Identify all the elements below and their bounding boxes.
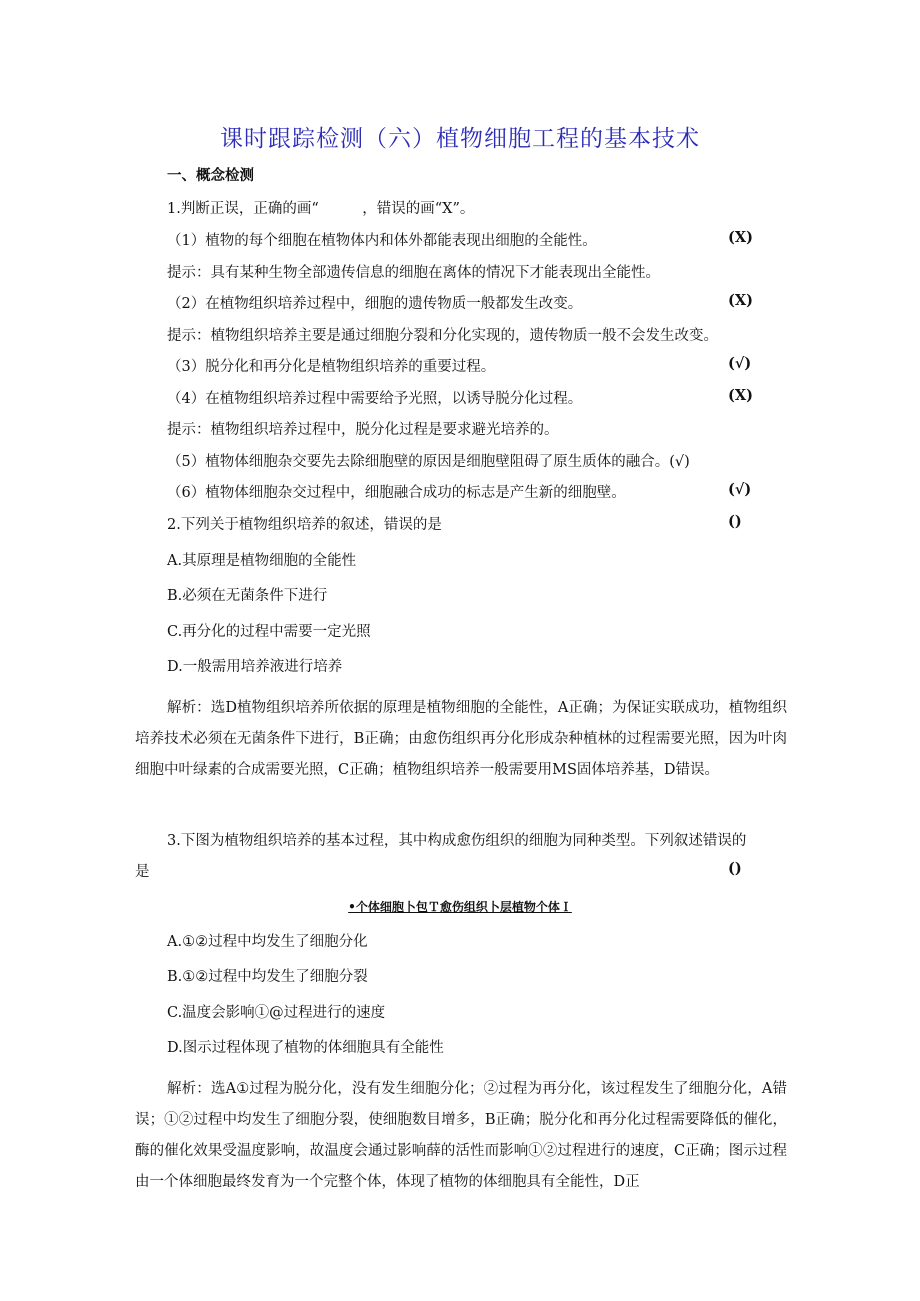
q1-item-1-mark: (X) <box>728 229 753 246</box>
q2-option-d: D.一般需用培养液进行培养 <box>167 659 343 675</box>
q2-option-c: C.再分化的过程中需要一定光照 <box>167 624 371 640</box>
q3-option-a: A.①②过程中均发生了细胞分化 <box>167 934 368 950</box>
q2-bracket: () <box>728 513 742 530</box>
q1-item-2: （2）在植物组织培养过程中，细胞的遗传物质一般都发生改变。 <box>167 296 583 312</box>
q2-option-a: A.其原理是植物细胞的全能性 <box>167 553 357 569</box>
page-title: 课时跟踪检测（六）植物细胞工程的基本技术 <box>220 126 700 152</box>
q1-item-6: （6）植物体细胞杂交过程中，细胞融合成功的标志是产生新的细胞壁。 <box>167 485 626 501</box>
q1-item-2-mark: (X) <box>728 292 753 309</box>
q3-option-b: B.①②过程中均发生了细胞分裂 <box>167 969 368 985</box>
q3-option-c: C.温度会影响①@过程进行的速度 <box>167 1005 386 1021</box>
q1-hint-3: 提示：植物组织培养过程中，脱分化过程是要求避光培养的。 <box>167 422 559 438</box>
q3-bracket: () <box>728 860 742 877</box>
q1-item-3: （3）脱分化和再分化是植物组织培养的重要过程。 <box>167 359 496 375</box>
q3-stem: 3.下图为植物组织培养的基本过程，其中构成愈伤组织的细胞为同种类型。下列叙述错误的 <box>167 833 747 849</box>
process-diagram-text: •个体细胞卜包Ｔ愈伤组织卜层植物个体Ｉ <box>348 900 572 914</box>
q2-stem: 2.下列关于植物组织培养的叙述，错误的是 <box>167 517 442 533</box>
section-heading: 一、概念检测 <box>167 167 254 184</box>
q1-item-1: （1）植物的每个细胞在植物体内和体外都能表现出细胞的全能性。 <box>167 233 597 249</box>
q1-hint-2: 提示：植物组织培养主要是通过细胞分裂和分化实现的，遗传物质一般不会发生改变。 <box>167 328 718 344</box>
q2-option-b: B.必须在无菌条件下进行 <box>167 588 328 604</box>
q1-hint-1: 提示：具有某种生物全部遗传信息的细胞在离体的情况下才能表现出全能性。 <box>167 265 660 281</box>
q1-item-4: （4）在植物组织培养过程中需要给予光照，以诱导脱分化过程。 <box>167 391 583 407</box>
q1-item-3-mark: (√) <box>728 355 752 372</box>
q1-item-4-mark: (X) <box>728 387 753 404</box>
q3-stem-continued: 是 <box>135 864 150 880</box>
process-diagram <box>0 898 920 915</box>
q1-stem: 1.判断正误，正确的画“ ，错误的画“X”。 <box>167 201 475 217</box>
q1-item-5: （5）植物体细胞杂交要先去除细胞壁的原因是细胞壁阻碍了原生质体的融合。(√) <box>167 454 690 470</box>
q3-analysis: 解析：选A①过程为脱分化，没有发生细胞分化；②过程为再分化，该过程发生了细胞分化，A错误；①②过程中均发生了细胞分裂，使细胞数目增多，B正确；脱分化和再分化过程需要降低的催化，酶的催化效果受温度影响，故温度会通过影响薛的活性而影响①②过程进行的速度，C正确；图示过程由一个体细胞最终发育为一个完整个体，体现了植物的体细胞具有全能性，D正 <box>135 1081 787 1190</box>
q2-analysis: 解析：选D植物组织培养所依据的原理是植物细胞的全能性，A正确；为保证实联成功，植物组织培养技术必须在无菌条件下进行，B正确；由愈伤组织再分化形成杂种植林的过程需要光照，因为叶肉细胞中叶绿素的合成需要光照，C正确；植物组织培养一般需要用MS固体培养基，D错误。 <box>135 700 787 778</box>
q1-item-6-mark: (√) <box>728 481 752 498</box>
q3-option-d: D.图示过程体现了植物的体细胞具有全能性 <box>167 1040 444 1056</box>
